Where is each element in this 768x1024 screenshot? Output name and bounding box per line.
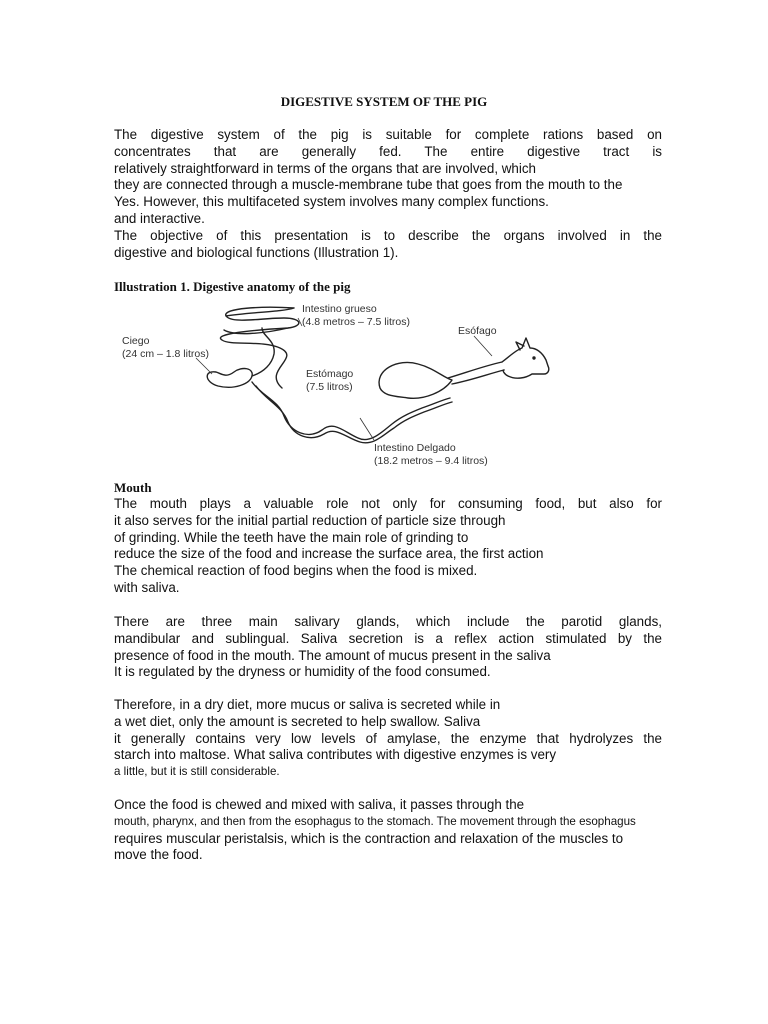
text-line: It is regulated by the dryness or humidity of the food consumed. [114,664,491,680]
mouth-paragraph-2 [114,614,662,681]
text-line: concentrates that are generally fed. The entire digestive tract is [114,143,662,159]
text-line: The digestive system of the pig is suitable for complete rations based on [114,127,662,142]
text-line: digestive and biological functions (Illustration 1). [114,244,399,260]
text-line: mouth, pharynx, and then from the esophagus to the stomach. The movement through the esophagus [114,814,636,828]
label-intestino-delgado-size: (18.2 metros – 9.4 litros) [374,455,488,467]
document-title: DIGESTIVE SYSTEM OF THE PIG [280,94,488,109]
pig-digestive-anatomy-illustration [112,300,552,476]
label-intestino-delgado: Intestino Delgado [374,442,456,454]
text-line: they are connected through a muscle-membrane tube that goes from the mouth to the [114,177,623,193]
label-ciego: Ciego [122,335,150,347]
label-intestino-grueso: Intestino grueso [302,303,377,315]
text-line: mandibular and sublingual. Saliva secretion is a reflex action stimulated by the [114,630,662,646]
text-line: Yes. However, this multifaceted system involves many complex functions. [114,194,549,210]
pig-head-drawing [502,338,549,378]
text-line: There are three main salivary glands, which include the parotid glands, [114,614,662,629]
text-line: it also serves for the initial partial reduction of particle size through [114,512,506,528]
text-line: The chemical reaction of food begins when the food is mixed. [114,563,478,579]
text-line: The objective of this presentation is to describe the organs involved in the [114,227,662,243]
label-esofago: Esófago [458,325,497,337]
figure-caption: Illustration 1. Digestive anatomy of the pig [114,279,351,294]
intro-paragraph [114,127,662,261]
label-ciego-size: (24 cm – 1.8 litros) [122,348,209,360]
text-line: a wet diet, only the amount is secreted to help swallow. Saliva [114,713,481,729]
text-line: reduce the size of the food and increase the surface area, the first action [114,546,544,562]
stomach-drawing [379,362,452,398]
text-line: with saliva. [114,579,180,595]
label-estomago: Estómago [306,368,354,380]
text-line: Once the food is chewed and mixed with saliva, it passes through the [114,797,525,812]
mouth-paragraph-4 [114,797,662,864]
text-line: requires muscular peristalsis, which is the contraction and relaxation of the muscles to [114,830,624,846]
large-intestine-drawing [220,307,298,388]
text-line: starch into maltose. What saliva contributes with digestive enzymes is very [114,747,557,763]
text-line: The mouth plays a valuable role not only for consuming food, but also for [114,496,662,511]
text-line: of grinding. While the teeth have the main role of grinding to [114,529,469,545]
mouth-paragraph-1 [114,496,662,597]
text-line: relatively straightforward in terms of the organs that are involved, which [114,160,537,176]
label-intestino-grueso-size: (4.8 metros – 7.5 litros) [302,316,410,328]
text-line: it generally contains very low levels of amylase, the enzyme that hydrolyzes the [114,730,662,746]
cecum-drawing [207,369,252,388]
text-line: and interactive. [114,210,205,226]
label-estomago-size: (7.5 litros) [306,381,353,393]
text-line: Therefore, in a dry diet, more mucus or saliva is secreted while in [114,697,501,712]
text-line: a little, but it is still considerable. [114,765,280,779]
section-heading-mouth: Mouth [114,480,152,495]
esophagus-drawing [448,362,504,384]
text-line: presence of food in the mouth. The amount of mucus present in the saliva [114,647,551,663]
text-line: move the food. [114,847,203,863]
mouth-paragraph-3 [114,697,662,781]
